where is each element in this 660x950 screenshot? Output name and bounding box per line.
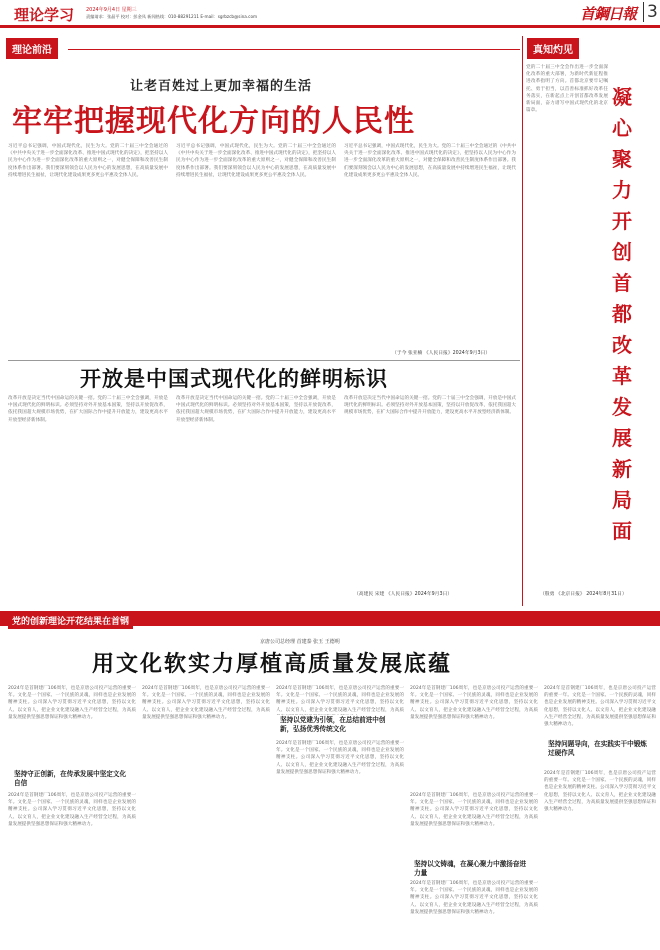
article3-subhead-3: 坚持以文铸魂，在凝心聚力中激扬奋进力量 [414, 860, 527, 877]
article1-title: 牢牢把握现代化方向的人民性 [12, 104, 415, 139]
article3-col5b: 2024年是首钢建厂106周年，也是京唐公司投产运营的重要一年。文化是一个国家、一个民族的灵魂，同样也是企业发展的精神支柱。公司深入学习贯彻习近平文化思想，坚持以文化人、以文育人，把企业文化建设融入生产经营全过程，为高质量发展提供坚强思想保证和强大精神动力。 [544, 771, 656, 813]
issue-date: 2024年9月4日 星期三 [86, 7, 137, 13]
article2-title: 开放是中国式现代化的鲜明标识 [80, 366, 388, 391]
article3-col4: 2024年是首钢建厂106周年，也是京唐公司投产运营的重要一年。文化是一个国家、一个民族的灵魂，同样也是企业发展的精神支柱。公司深入学习贯彻习近平文化思想，坚持以文化人、以文育人，把企业文化建设融入生产经营全过程，为高质量发展提供坚强思想保证和强大精神动力。 [410, 686, 538, 720]
article1-col3: 习近平总书记强调，中国式现代化，民生为大。党的二十届三中全会通过的《中共中央关于进一步全面深化改革、推进中国式现代化的决定》，把坚持以人民为中心作为进一步全面深化改革的重大原则之一，对健全保障和改善民生制度体系作出部署。我们要深刻领会以人民为中心的发展思想，在高质量发展中持续增进民生福祉，让现代化建设成果更多更公平惠及全体人民。 [344, 144, 516, 178]
article3-col3: 2024年是首钢建厂106周年，也是京唐公司投产运营的重要一年。文化是一个国家、一个民族的灵魂，同样也是企业发展的精神支柱。公司深入学习贯彻习近平文化思想，坚持以文化人、以文育人，把企业文化建设融入生产经营全过程，为高质 [276, 686, 404, 713]
sidebar-col1: 党的二十届三中全会作出进一步全面深化改革的重大部署，为新时代新征程推进改革指明了方向。首都北京要牢记嘱托、勇于担当，以首善标准抓好改革任务落实，在新起点上开创首都改革发展新局面，奋力谱写中国式现代化的北京篇章。 [526, 65, 608, 114]
editor-meta: 责编请求：张晶平 校对：彭金凤 新闻热线：010-88291211 E-mail：sgrbzcb@sina.com [86, 14, 258, 19]
article1-col2: 习近平总书记强调，中国式现代化，民生为大。党的二十届三中全会通过的《中共中央关于进一步全面深化改革、推进中国式现代化的决定》，把坚持以人民为中心作为进一步全面深化改革的重大原则之一，对健全保障和改善民生制度体系作出部署。我们要深刻领会以人民为中心的发展思想，在高质量发展中持续增进民生福祉，让现代化建设成果更多更公平惠及全体人民。 [176, 144, 336, 178]
tag-line [68, 49, 520, 50]
article3-title: 用文化软实力厚植高质量发展底蕴 [92, 651, 453, 677]
article3-col1: 2024年是首钢建厂106周年，也是京唐公司投产运营的重要一年。文化是一个国家、一个民族的灵魂，同样也是企业发展的精神支柱。公司深入学习贯彻习近平文化思想，坚持以文化人、以文育人，把企业文化建设融入生产经营全过程，为高质量发展提供坚强思想保证和强大精神动力。 [8, 686, 136, 720]
article3-col3b: 2024年是首钢建厂106周年，也是京唐公司投产运营的重要一年。文化是一个国家、一个民族的灵魂，同样也是企业发展的精神支柱。公司深入学习贯彻习近平文化思想，坚持以文化人、以文育人，把企业文化建设融入生产经营全过程，为高质量发展提供坚强思想保证和强大精神动力。 [276, 741, 404, 775]
header-rule [0, 25, 660, 28]
tag-innovation: 党的创新理论开花结果在首钢 [8, 612, 133, 629]
article3-col5: 2024年是首钢建厂106周年，也是京唐公司投产运营的重要一年。文化是一个国家、一个民族的灵魂，同样也是企业发展的精神支柱。公司深入学习贯彻习近平文化思想，坚持以文化人、以文育人，把企业文化建设融入生产经营全过程，为高质量发展提供坚强思想保证和强大精神动力。 [544, 686, 656, 728]
tag-theory-frontier: 理论前沿 [6, 38, 58, 59]
sidebar-title: 凝心聚力开创首都改革发展新局面 [612, 85, 632, 543]
article3-col4c: 2024年是首钢建厂106周年，也是京唐公司投产运营的重要一年。文化是一个国家、一个民族的灵魂，同样也是企业发展的精神支柱。公司深入学习贯彻习近平文化思想，坚持以文化人、以文育人，把企业文化建设融入生产经营全过程，为高质量发展提供坚强思想保证和强大精神动力。 [410, 881, 538, 915]
article1-byline: （于今 张亚楠 《人民日报》2024年9月3日） [392, 351, 491, 356]
article3-subhead-2: 坚持以党建为引领，在总结前进中创新，弘扬优秀传统文化 [280, 716, 386, 733]
article2-col3: 改革开放是决定当代中国命运的关键一招。党的二十届三中全会强调，开放是中国式现代化的鲜明标识。必须坚持对外开放基本国策，坚持以开放促改革，依托我国超大规模市场优势，在扩大国际合作中提升开放能力，建设更高水平开放型经济新体制。 [344, 396, 516, 416]
section-title: 理论学习 [14, 6, 75, 24]
sidebar-byline: （殷勇 《北京日报》 2024年8月31日） [540, 592, 627, 597]
divider [8, 360, 520, 361]
masthead-logo: 首鋼日報 [580, 5, 637, 23]
tag-insight: 真知灼见 [527, 38, 579, 59]
article3-byline: 京唐公司总经理 首建泰 张玉 王德明 [260, 639, 340, 645]
article3-col4b: 2024年是首钢建厂106周年，也是京唐公司投产运营的重要一年。文化是一个国家、一个民族的灵魂，同样也是企业发展的精神支柱。公司深入学习贯彻习近平文化思想，坚持以文化人、以文育人，把企业文化建设融入生产经营全过程，为高质量发展提供坚强思想保证和强大精神动力。 [410, 793, 538, 827]
article1-kicker: 让老百姓过上更加幸福的生活 [130, 79, 313, 94]
page-number: 3 [643, 2, 658, 22]
article3-col1b: 2024年是首钢建厂106周年，也是京唐公司投产运营的重要一年。文化是一个国家、一个民族的灵魂，同样也是企业发展的精神支柱。公司深入学习贯彻习近平文化思想，坚持以文化人、以文育人，把企业文化建设融入生产经营全过程，为高质量发展提供坚强思想保证和强大精神动力。 [8, 793, 136, 827]
article3-subhead-1: 坚持守正创新，在传承发展中坚定文化自信 [14, 770, 127, 787]
article2-byline: （高建民 宋建 《人民日报》2024年9月3日） [354, 592, 453, 597]
article2-col2: 改革开放是决定当代中国命运的关键一招。党的二十届三中全会强调，开放是中国式现代化的鲜明标识。必须坚持对外开放基本国策，坚持以开放促改革，依托我国超大规模市场优势，在扩大国际合作中提升开放能力，建设更高水平开放型经济新体制。 [176, 396, 336, 423]
article2-col1: 改革开放是决定当代中国命运的关键一招。党的二十届三中全会强调，开放是中国式现代化的鲜明标识。必须坚持对外开放基本国策，坚持以开放促改革，依托我国超大规模市场优势，在扩大国际合作中提升开放能力，建设更高水平开放型经济新体制。 [8, 396, 168, 423]
article3-col2: 2024年是首钢建厂106周年，也是京唐公司投产运营的重要一年。文化是一个国家、一个民族的灵魂，同样也是企业发展的精神支柱。公司深入学习贯彻习近平文化思想，坚持以文化人、以文育人，把企业文化建设融入生产经营全过程，为高质量发展提供坚强思想保证和强大精神动力。 [142, 686, 270, 720]
article3-subhead-4: 坚持问题导向，在实践实干中锻炼过硬作风 [548, 740, 647, 757]
article1-col1: 习近平总书记强调，中国式现代化，民生为大。党的二十届三中全会通过的《中共中央关于进一步全面深化改革、推进中国式现代化的决定》，把坚持以人民为中心作为进一步全面深化改革的重大原则之一，对健全保障和改善民生制度体系作出部署。我们要深刻领会以人民为中心的发展思想，在高质量发展中持续增进民生福祉，让现代化建设成果更多更公平惠及全体人民。 [8, 144, 168, 178]
